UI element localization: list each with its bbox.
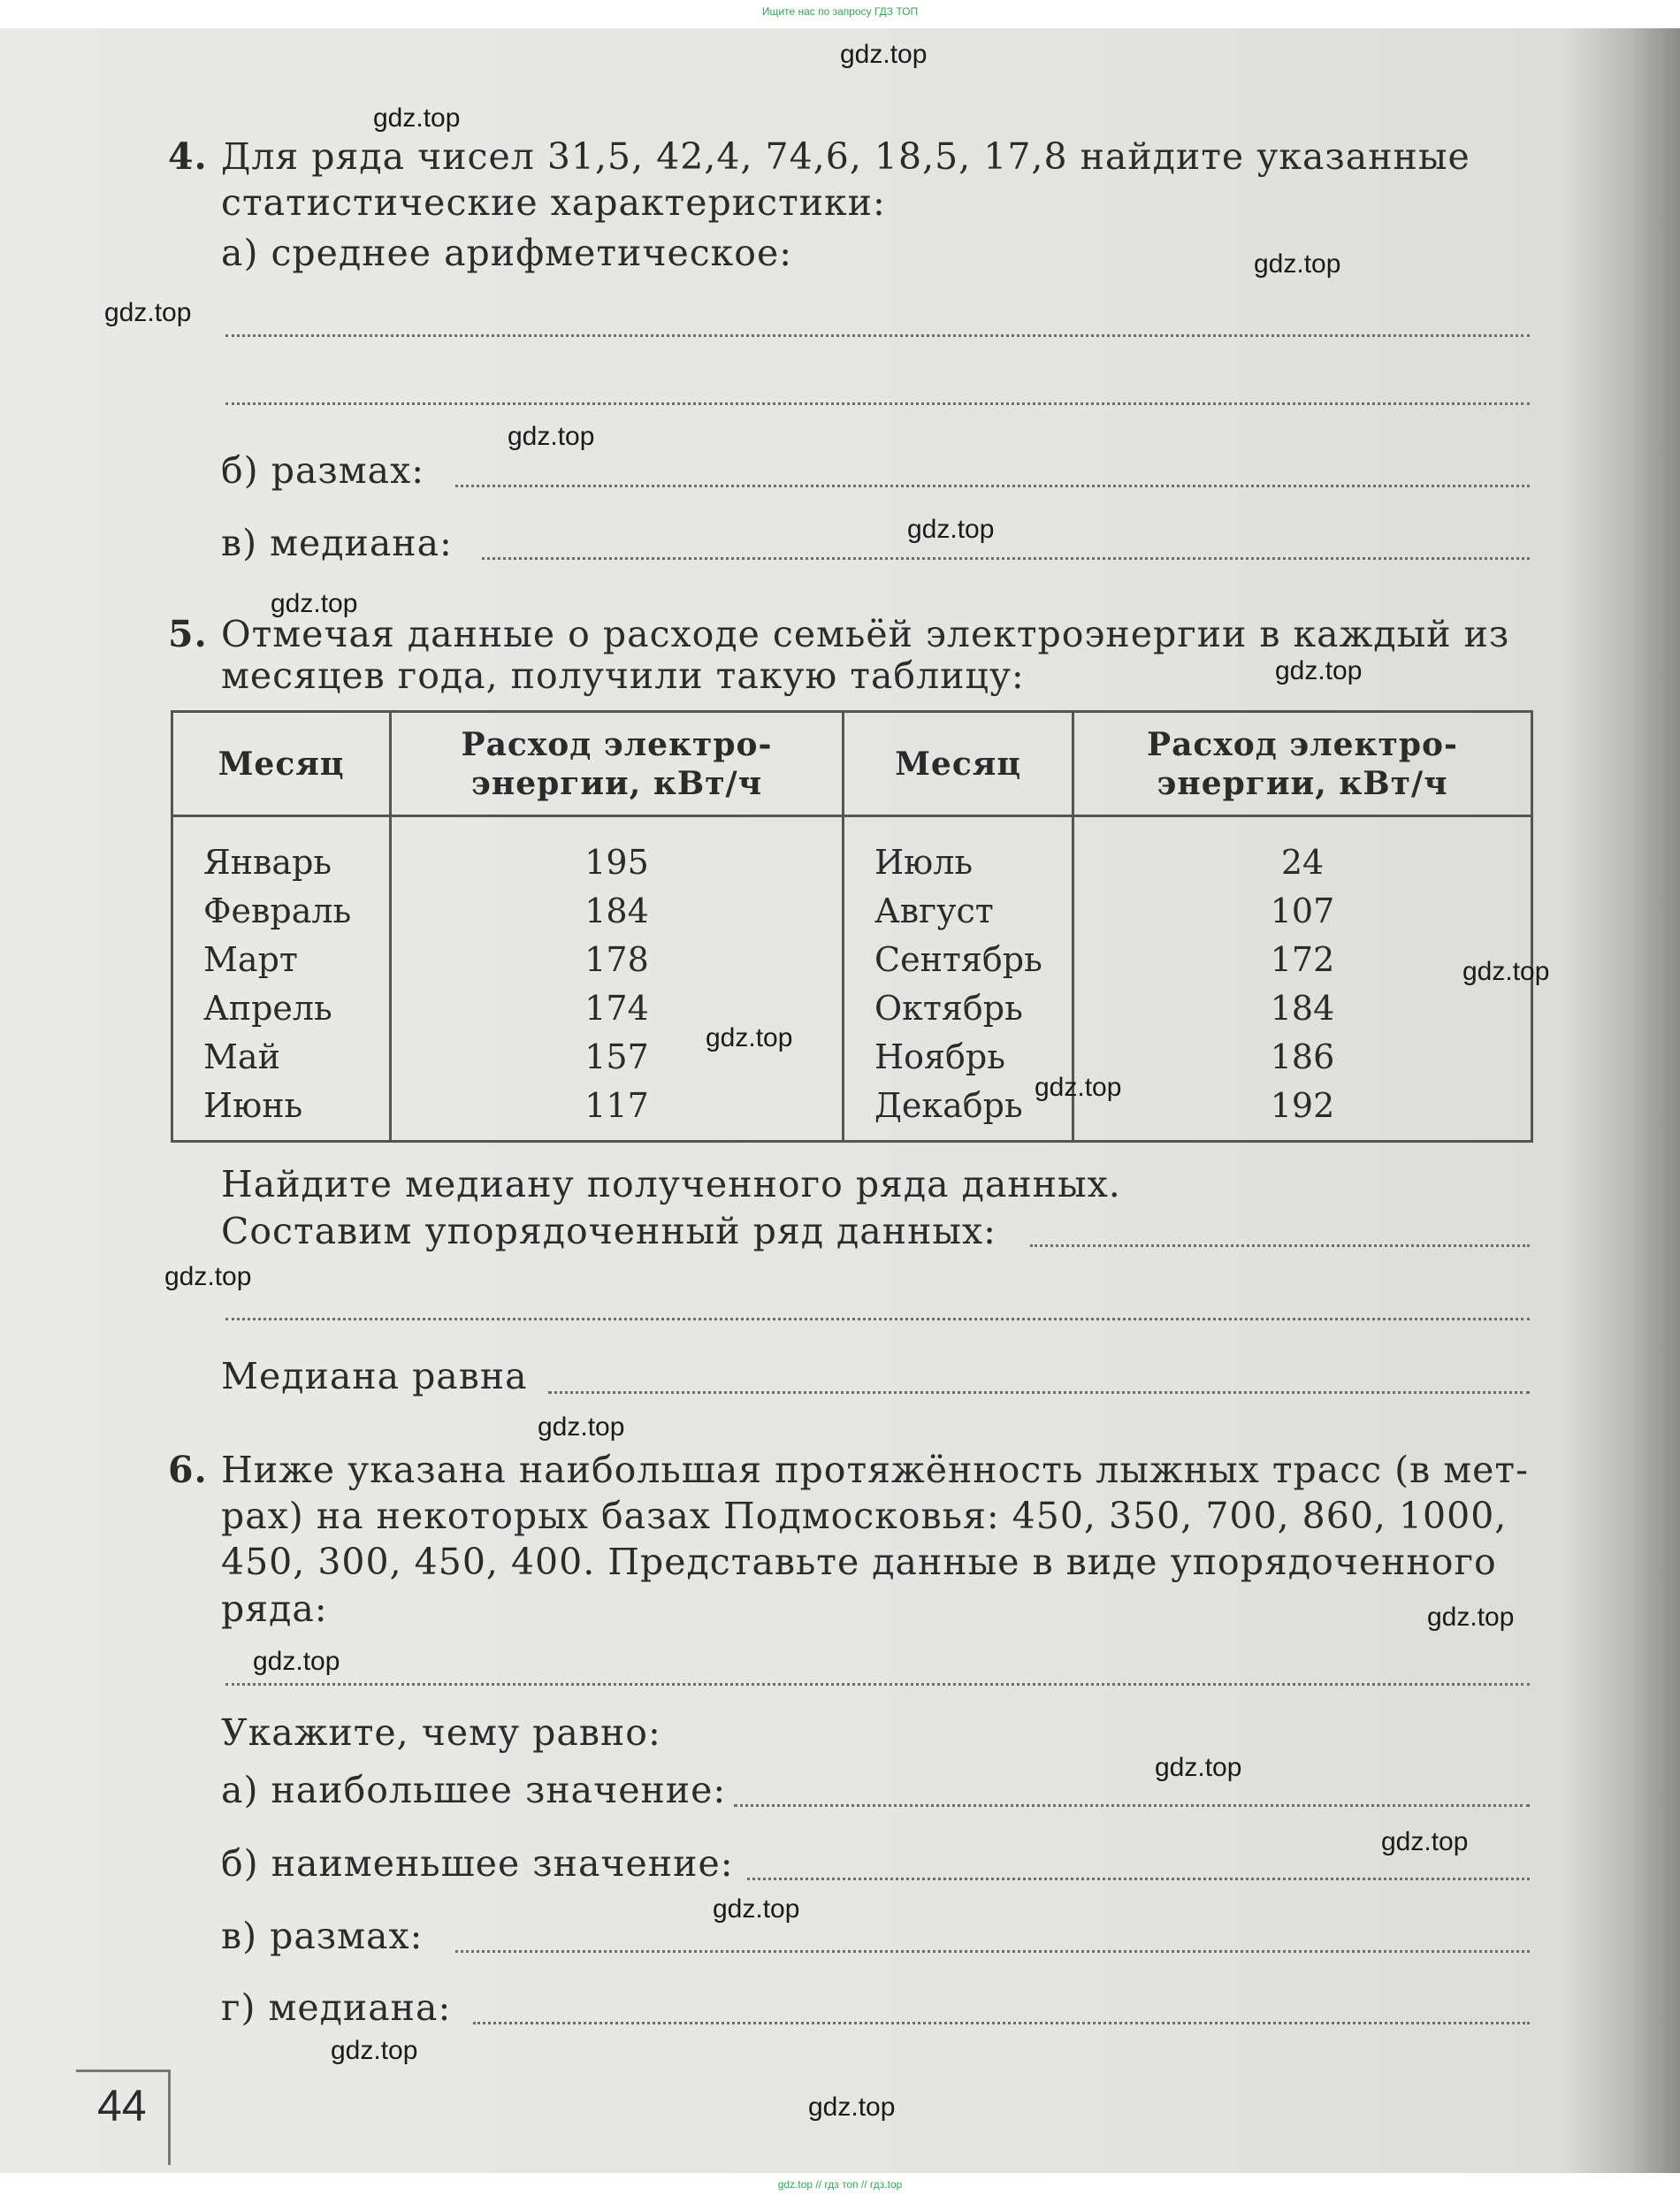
task6-item-b: б) наименьшее значение: — [221, 1842, 734, 1885]
task6-number: 6. — [168, 1449, 208, 1491]
watermark: gdz.top — [1155, 1753, 1242, 1782]
watermark: gdz.top — [1427, 1603, 1515, 1632]
task6-item-c: в) размах: — [221, 1915, 424, 1957]
left-months-column — [172, 816, 391, 1142]
watermark: gdz.top — [1462, 957, 1550, 986]
watermark: gdz.top — [840, 40, 928, 69]
task4-line1: Для ряда чисел 31,5, 42,4, 74,6, 18,5, 17,8 найдите указанные — [221, 135, 1470, 178]
header-consumption-right — [1073, 712, 1532, 816]
task5-number: 5. — [168, 613, 208, 655]
watermark: gdz.top — [373, 103, 461, 133]
table-cell-month: Август — [874, 891, 994, 930]
table-cell-month: Январь — [203, 843, 332, 882]
watermark: gdz.top — [706, 1023, 793, 1052]
task6-line4: ряда: — [221, 1588, 328, 1630]
task6-item-a: а) наибольшее значение: — [221, 1769, 727, 1811]
header-consumption-left — [391, 712, 844, 816]
watermark: gdz.top — [1254, 249, 1341, 279]
table-cell-value: 117 — [584, 1086, 649, 1125]
task6-line1: Ниже указана наибольшая протяжённость лыжных трасс (в мет- — [221, 1449, 1529, 1491]
table-cell-value: 195 — [584, 843, 649, 882]
watermark: gdz.top — [104, 298, 192, 327]
task4-line2: статистические характеристики: — [221, 181, 886, 224]
answer-line — [548, 1391, 1530, 1394]
table-cell-month: Июль — [874, 843, 974, 882]
table-cell-value: 174 — [584, 989, 649, 1028]
watermark: gdz.top — [1035, 1073, 1122, 1102]
table-cell-value: 157 — [584, 1037, 649, 1076]
answer-line — [225, 1683, 1530, 1686]
task4-item-a: а) среднее арифметическое: — [221, 232, 793, 274]
answer-line — [473, 2022, 1530, 2024]
header-consumption-line1: Расход электро- — [461, 725, 773, 763]
watermark: gdz.top — [713, 1894, 800, 1924]
watermark: gdz.top — [164, 1262, 252, 1291]
task5-find-median: Найдите медиану полученного ряда данных. — [221, 1163, 1121, 1205]
task5-median: Медиана равна — [221, 1355, 528, 1397]
task6-line2: рах) на некоторых базах Подмосковья: 450, 350, 700, 860, 1000, — [221, 1495, 1508, 1537]
header-month-left: Месяц — [172, 712, 391, 816]
answer-line — [455, 1950, 1530, 1953]
table-cell-value: 184 — [1270, 989, 1335, 1028]
page-number: 44 — [97, 2081, 147, 2131]
watermark: gdz.top — [907, 515, 995, 544]
table-header-row — [172, 712, 1532, 816]
task6-line3: 450, 300, 450, 400. Представьте данные в виде упорядоченного — [221, 1541, 1497, 1583]
answer-line — [455, 485, 1530, 487]
table-cell-month: Март — [203, 940, 298, 979]
table-cell-value: 24 — [1280, 843, 1325, 882]
header-month-right: Месяц — [844, 712, 1073, 816]
table-cell-month: Май — [203, 1037, 280, 1076]
table-cell-value: 172 — [1270, 940, 1335, 979]
table-cell-month: Октябрь — [874, 989, 1023, 1028]
watermark: gdz.top — [1381, 1827, 1469, 1856]
task5-line2: месяцев года, получили такую таблицу: — [221, 654, 1025, 697]
task6-indicate: Укажите, чему равно: — [221, 1711, 661, 1754]
electricity-table — [171, 710, 1533, 1143]
watermark: gdz.top — [1275, 656, 1363, 685]
answer-line — [1030, 1244, 1530, 1247]
table-body-row — [172, 816, 1532, 1142]
answer-line — [734, 1804, 1530, 1807]
task4-number: 4. — [168, 135, 208, 178]
table-cell-month: Сентябрь — [874, 940, 1042, 979]
table-cell-month: Ноябрь — [874, 1037, 1005, 1076]
watermark: gdz.top — [808, 2093, 896, 2122]
table-cell-month: Июнь — [203, 1086, 303, 1125]
answer-line — [225, 334, 1530, 337]
answer-line — [747, 1878, 1530, 1880]
table-cell-value: 107 — [1270, 891, 1335, 930]
header-consumption-line2: энергии, кВт/ч — [1157, 764, 1448, 802]
top-banner: Ищите нас по запросу ГДЗ ТОП — [761, 5, 919, 18]
task4-item-c: в) медиана: — [221, 522, 453, 564]
answer-line — [482, 557, 1530, 560]
watermark: gdz.top — [253, 1647, 340, 1676]
task5-compose: Составим упорядоченный ряд данных: — [221, 1210, 997, 1252]
header-consumption-line2: энергии, кВт/ч — [470, 764, 763, 802]
task6-item-d: г) медиана: — [221, 1986, 452, 2029]
table-cell-month: Декабрь — [874, 1086, 1023, 1125]
answer-line — [225, 1318, 1530, 1320]
watermark: gdz.top — [331, 2036, 418, 2065]
left-values-column — [391, 816, 844, 1142]
table-cell-value: 186 — [1270, 1037, 1335, 1076]
header-consumption-line1: Расход электро- — [1147, 725, 1458, 763]
answer-line — [225, 402, 1530, 405]
table-cell-value: 184 — [584, 891, 649, 930]
watermark: gdz.top — [271, 589, 358, 618]
watermark: gdz.top — [538, 1412, 625, 1442]
bottom-banner: gdz.top // гдз топ // гдз.top — [777, 2178, 903, 2191]
task5-line1: Отмечая данные о расходе семьёй электроэнергии в каждый из — [221, 613, 1510, 655]
table-cell-month: Апрель — [203, 989, 332, 1028]
table-cell-value: 178 — [584, 940, 649, 979]
watermark: gdz.top — [508, 422, 595, 451]
task4-item-b: б) размах: — [221, 449, 425, 492]
table-cell-value: 192 — [1270, 1086, 1335, 1125]
table-cell-month: Февраль — [203, 891, 352, 930]
